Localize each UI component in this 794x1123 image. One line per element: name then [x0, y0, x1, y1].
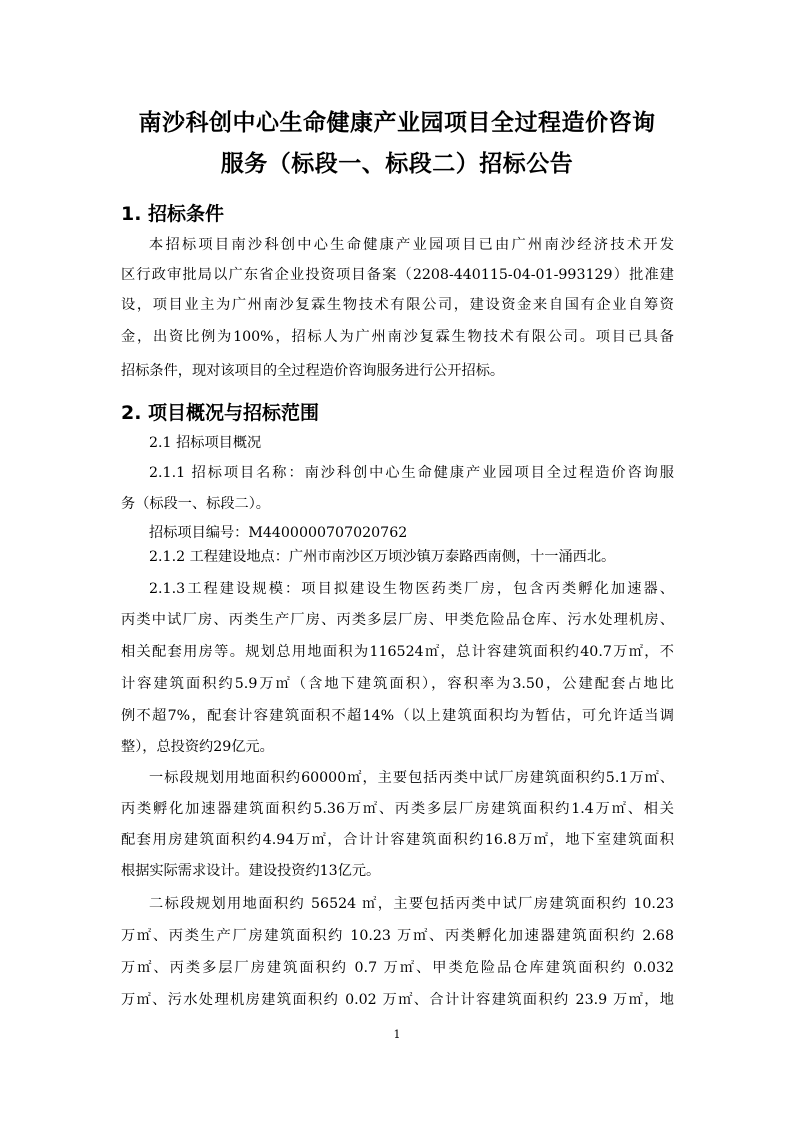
paragraph-line: 例不超7%，配套计容建筑面积不超14%（以上建筑面积均为暂估，可允许适当调	[121, 708, 674, 724]
paragraph-line: 相关配套用房等。规划总用地面积为116524㎡，总计容建筑面积约40.7万㎡，不	[121, 644, 674, 660]
document-title-line-1: 南沙科创中心生命健康产业园项目全过程造价咨询	[138, 110, 656, 136]
paragraph-line: 招标条件，现对该项目的全过程造价咨询服务进行公开招标。	[121, 363, 505, 379]
paragraph-line: 2.1.1 招标项目名称：南沙科创中心生命健康产业园项目全过程造价咨询服	[149, 465, 674, 481]
paragraph-line: 二标段规划用地面积约 56524 ㎡，主要包括丙类中试厂房建筑面积约 10.23	[149, 896, 674, 912]
paragraph-line: 设，项目业主为广州南沙复霖生物技术有限公司，建设资金来自国有企业自筹资	[121, 297, 674, 313]
paragraph-line: 一标段规划用地面积约60000㎡，主要包括丙类中试厂房建筑面积约5.1万㎡、	[149, 770, 674, 786]
paragraph-line: 本招标项目南沙科创中心生命健康产业园项目已由广州南沙经济技术开发	[149, 237, 674, 253]
paragraph-line: 丙类孵化加速器建筑面积约5.36万㎡、丙类多层厂房建筑面积约1.4万㎡、相关	[121, 801, 674, 817]
project-location: 2.1.2 工程建设地点：广州市南沙区万顷沙镇万泰路西南侧，十一涌西北。	[149, 549, 616, 565]
paragraph-line: 区行政审批局以广东省企业投资项目备案（2208-440115-04-01-993129）批准建	[121, 267, 674, 283]
subsection-2-1-heading: 2.1 招标项目概况	[149, 435, 262, 451]
paragraph-line: 万㎡、污水处理机房建筑面积约 0.02 万㎡、合计计容建筑面积约 23.9 万㎡，地	[121, 992, 674, 1008]
paragraph-line: 2.1.3工程建设规模：项目拟建设生物医药类厂房，包含丙类孵化加速器、	[149, 581, 674, 597]
paragraph-line: 整），总投资约29亿元。	[121, 739, 274, 755]
paragraph-line: 万㎡、丙类多层厂房建筑面积约 0.7 万㎡、甲类危险品仓库建筑面积约 0.032	[121, 960, 674, 976]
paragraph-line: 根据实际需求设计。建设投资约13亿元。	[121, 863, 381, 879]
paragraph-line: 计容建筑面积约5.9万㎡（含地下建筑面积），容积率为3.50，公建配套占地比	[121, 676, 674, 692]
paragraph-line: 丙类中试厂房、丙类生产厂房、丙类多层厂房、甲类危险品仓库、污水处理机房、	[121, 612, 674, 628]
paragraph-line: 金，出资比例为100%，招标人为广州南沙复霖生物技术有限公司。项目已具备	[121, 329, 674, 345]
paragraph-line: 万㎡、丙类生产厂房建筑面积约 10.23 万㎡、丙类孵化加速器建筑面积约 2.68	[121, 928, 674, 944]
project-code: 招标项目编号：M4400000707020762	[149, 525, 408, 541]
paragraph-line: 配套用房建筑面积约4.94万㎡，合计计容建筑面积约16.8万㎡，地下室建筑面积	[121, 832, 674, 848]
section-1-heading: 1. 招标条件	[121, 203, 225, 225]
section-2-heading: 2. 项目概况与招标范围	[121, 402, 320, 424]
document-title-line-2: 服务（标段一、标段二）招标公告	[220, 151, 574, 177]
paragraph-line: 务（标段一、标段二）。	[121, 496, 270, 512]
page-number: 1	[393, 1028, 401, 1041]
